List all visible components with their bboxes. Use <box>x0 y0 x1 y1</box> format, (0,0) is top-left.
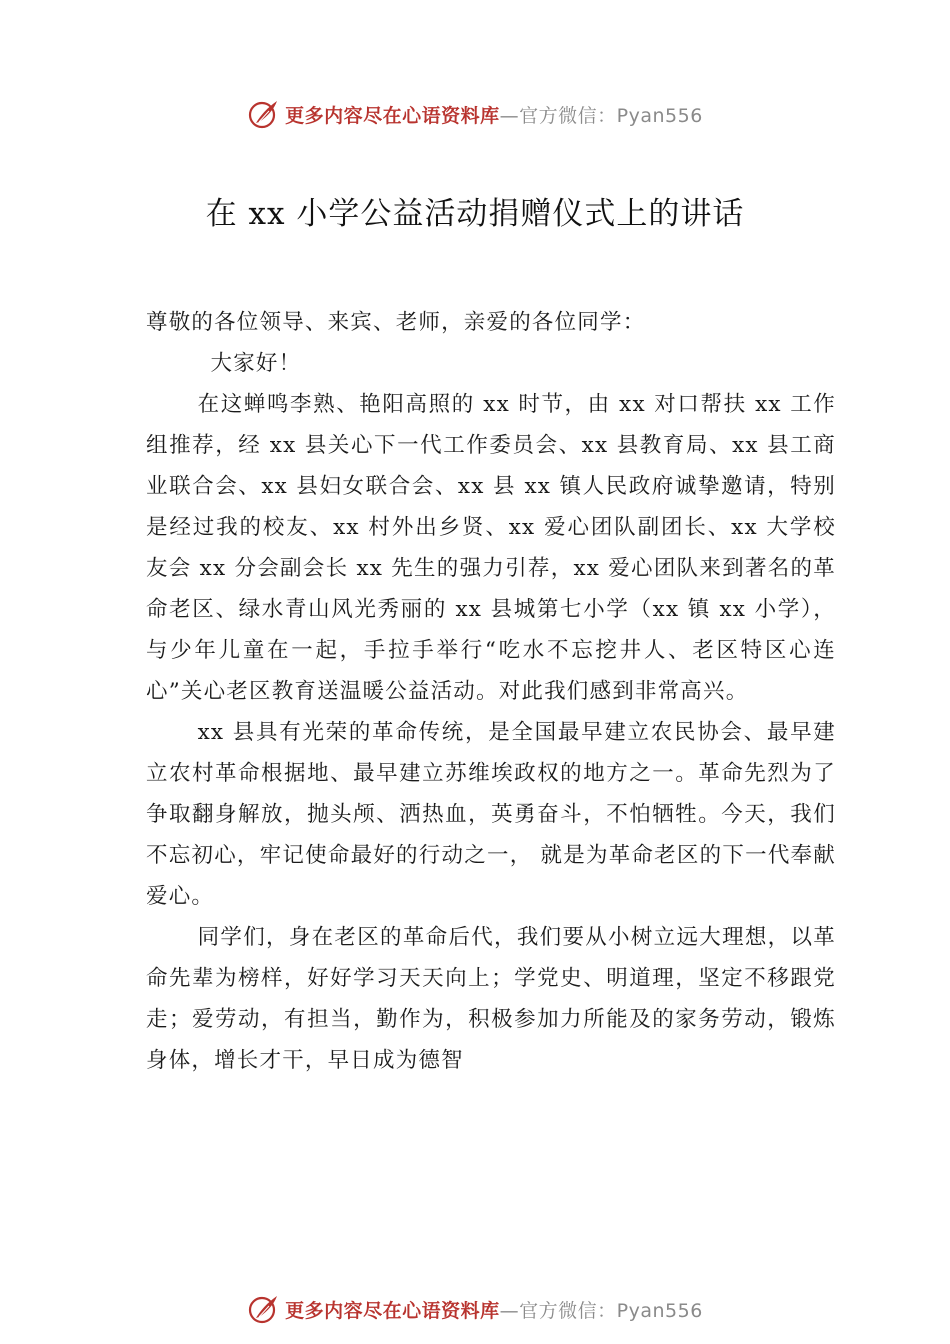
footer-banner-gray-text: —官方微信：Pyan556 <box>499 1299 703 1322</box>
paragraph-2: xx 县具有光荣的革命传统，是全国最早建立农民协会、最早建立农村革命根据地、最早建立苏维埃政权的地方之一。革命先烈为了争取翻身解放，抛头颅、洒热血，英勇奋斗，不怕牺牲。今天，我们不忘初心，牢记使命最好的行动之一， 就是为革命老区的下一代奉献爱心。 <box>146 720 836 909</box>
paragraph-1: 在这蝉鸣李熟、艳阳高照的 xx 时节，由 xx 对口帮扶 xx 工作组推荐，经 xx 县关心下一代工作委员会、xx 县教育局、xx 县工商业联合会、xx 县妇女联合会、xx 县 xx 镇人民政府诚挚邀请，特别是经过我的校友、xx 村外出乡贤、xx 爱心团队副团长、xx 大学校友会 xx 分会副会长 xx 先生的强力引荐，xx 爱心团队来到著名的革命老区、绿水青山风光秀丽的 xx 县城第七小学（xx 镇 xx 小学），与少年儿童在一起，手拉手举行“吃水不忘挖井人、老区特区心连心”关心老区教育送温暖公益活动。对此我们感到非常高兴。 <box>146 392 836 704</box>
quill-pen-logo-icon <box>247 1292 281 1326</box>
paragraph-3: 同学们，身在老区的革命后代，我们要从小树立远大理想，以革命先辈为榜样，好好学习天天向上；学党史、明道理，坚定不移跟党走；爱劳动，有担当，勤作为，积极参加力所能及的家务劳动，锻炼身体，增长才干，早日成为德智 <box>146 925 836 1073</box>
salutation: 尊敬的各位领导、来宾、老师，亲爱的各位同学： <box>146 310 646 335</box>
document-title: 在 xx 小学公益活动捐赠仪式上的讲话 <box>205 196 745 232</box>
quill-pen-logo-icon <box>247 97 281 131</box>
greeting: 大家好！ <box>210 351 302 376</box>
header-banner <box>0 94 950 134</box>
header-banner-red-text: 更多内容尽在心语资料库 <box>285 104 500 127</box>
footer-banner-red-text: 更多内容尽在心语资料库 <box>285 1299 500 1322</box>
footer-banner <box>0 1289 950 1329</box>
document-body <box>146 302 836 1081</box>
header-banner-gray-text: —官方微信：Pyan556 <box>499 104 703 127</box>
